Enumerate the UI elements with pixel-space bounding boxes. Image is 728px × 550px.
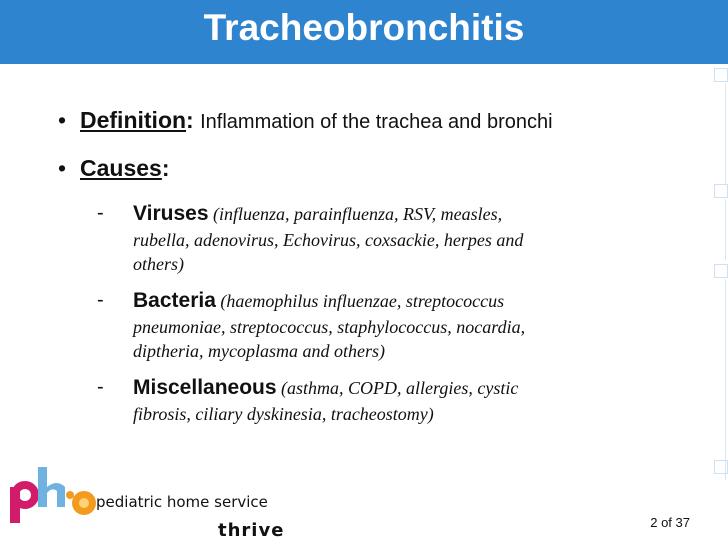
cause-detail-line: rubella, adenovirus, Echovirus, coxsackie, herpes and [133,230,524,250]
causes-bullet [58,154,170,182]
cause-term: Bacteria [133,289,216,312]
causes-label: Causes [80,155,162,181]
cause-term: Miscellaneous [133,376,277,399]
side-decoration [712,64,728,548]
cause-detail-line: (influenza, parainfluenza, RSV, measles, [212,204,503,224]
causes-colon: : [161,155,170,181]
logo-text: pediatric home service [96,493,268,511]
definition-bullet [58,106,553,136]
bullet-dot: • [58,155,67,181]
dash-marker: - [97,289,104,311]
cause-detail-line: pneumoniae, streptococcus, staphylococcus, nocardia, [133,317,526,337]
page-number: 2 of 37 [650,515,690,530]
tagline-text: thrive [218,520,285,541]
definition-colon: : [186,107,194,133]
cause-detail-line: (haemophilus influenzae, streptococcus [220,291,505,311]
cause-detail-line: diptheria, mycoplasma and others) [133,341,385,361]
definition-text: Inflammation of the trachea and bronchi [200,111,553,133]
bullet-dot: • [58,107,67,133]
definition-label: Definition [80,107,187,133]
slide-title: Tracheobronchitis [203,7,525,48]
cause-term: Viruses [133,202,209,225]
cause-detail-line: fibrosis, ciliary dyskinesia, tracheostomy) [133,404,434,424]
dash-marker: - [97,376,104,398]
cause-detail-line: others) [133,254,184,274]
dash-marker: - [97,202,104,224]
cause-detail-line: (asthma, COPD, allergies, cystic [281,378,519,398]
phs-logo [10,465,310,545]
